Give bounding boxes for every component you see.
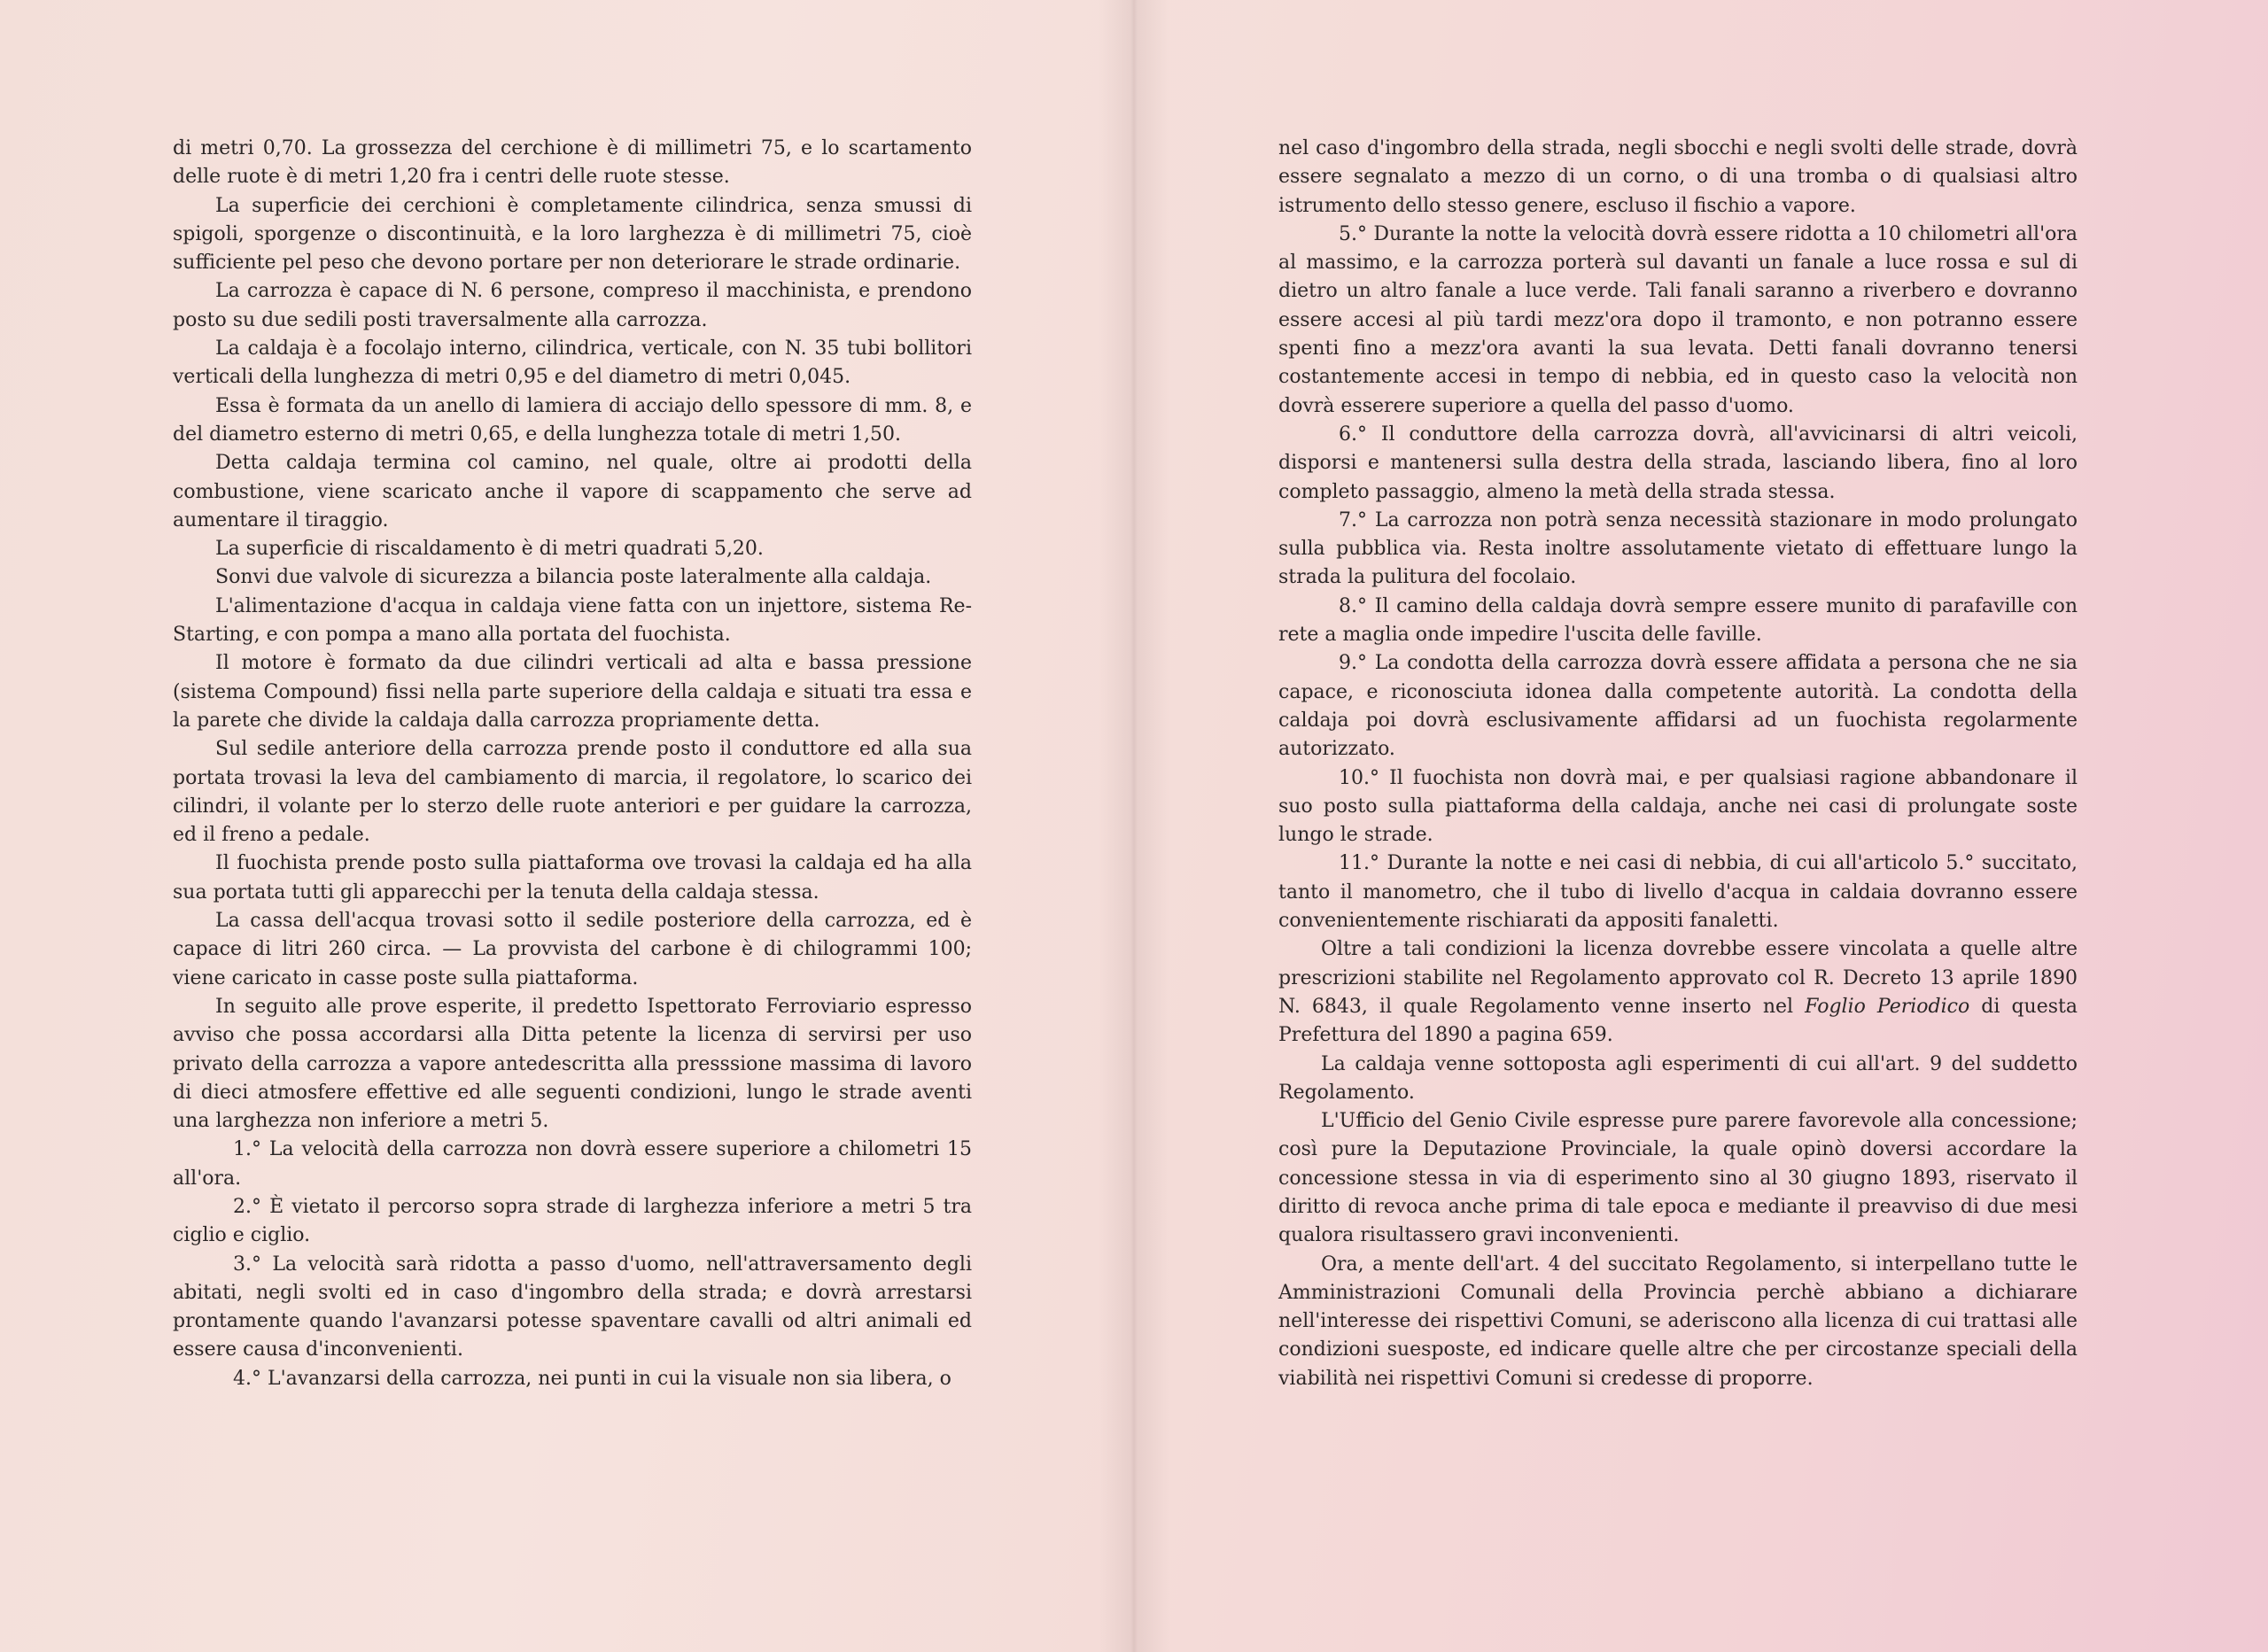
condition-8: 8.° Il camino della caldaja dovrà sempre essere munito di parafaville con rete a maglia onde impedire l'uscita delle faville. <box>1278 594 2078 647</box>
condition-11: 11.° Durante la notte e nei casi di nebbia, di cui all'articolo 5.° succitato, tanto il manometro, che il tubo di livello d'acqua in caldaia dovranno essere convenientemente rischiarati da appositi fanaletti. <box>1278 852 2078 933</box>
paragraph-boiler-tests: La caldaja venne sottoposta agli esperimenti di cui all'art. 9 del suddetto Regolamento. <box>1278 1052 2078 1104</box>
paragraph-stoker: Il fuochista prende posto sulla piattaforma ove trovasi la caldaja ed ha alla sua portata tutti gli apparecchi per la tenuta della caldaja stessa. <box>173 852 972 904</box>
condition-4-continued: nel caso d'ingombro della strada, negli sbocchi e negli svolti delle strade, dovrà essere segnalato a mezzo di un corno, o di una tromba o di qualsiasi altro istrumento dello stesso genere, escluso il fischio a vapore. <box>1278 137 2078 217</box>
paragraph-boiler-shell: Essa è formata da un anello di lamiera di acciajo dello spessore di mm. 8, e del diametro esterno di metri 0,65, e della lunghezza totale di metri 1,50. <box>173 394 972 446</box>
right-page-text <box>1278 135 2078 1393</box>
paragraph-regulation: Oltre a tali condizioni la licenza dovrebbe essere vincolata a quelle altre prescrizioni stabilite nel Regolamento approvato col R. Decreto 13 aprile 1890 N. 6843, il quale Regolamento venne inserto nel Foglio Periodico di questa Prefettura del 1890 a pagina 659. <box>1278 938 2078 1047</box>
condition-4: 4.° L'avanzarsi della carrozza, nei punti in cui la visuale non sia libera, o <box>233 1367 951 1390</box>
paragraph-boiler: La caldaja è a focolajo interno, cilindrica, verticale, con N. 35 tubi bollitori verticali della lunghezza di metri 0,95 e del diametro di metri 0,045. <box>173 337 972 389</box>
condition-3: 3.° La velocità sarà ridotta a passo d'uomo, nell'attraversamento degli abitati, negli svolti ed in caso d'ingombro della strada; e dovrà arrestarsi prontamente quando l'avanzarsi potesse spaventare cavalli od altri animali ed essere causa d'inconvenienti. <box>173 1253 972 1361</box>
condition-9: 9.° La condotta della carrozza dovrà essere affidata a persona che ne sia capace, e riconosciuta idonea dalla competente autorità. La condotta della caldaja poi dovrà esclusivamente affidarsi ad un fuochista regolarmente autorizzato. <box>1278 652 2078 761</box>
left-page-text <box>173 135 972 1393</box>
paragraph-safety-valves: Sonvi due valvole di sicurezza a bilancia poste lateralmente alla caldaja. <box>215 566 932 589</box>
paragraph-heating-surface: La superficie di riscaldamento è di metri quadrati 5,20. <box>215 538 764 561</box>
paragraph-inspection-result: In seguito alle prove esperite, il predetto Ispettorato Ferroviario espresso avviso che possa accordarsi alla Ditta petente la licenza di servirsi per uso privato della carrozza a vapore antedescritta alla presssione massima di lavoro di dieci atmosfere effettive ed alle seguenti condizioni, lungo le strade aventi una larghezza non inferiore a metri 5. <box>173 995 972 1133</box>
paragraph-driver-seat: Sul sedile anteriore della carrozza prende posto il conduttore ed alla sua portata trovasi la leva del cambiamento di marcia, il regolatore, lo scarico dei cilindri, il volante per lo sterzo delle ruote anteriori e per guidare la carrozza, ed il freno a pedale. <box>173 738 972 847</box>
book-gutter <box>1099 0 1169 1652</box>
paragraph-wheel-dimensions: di metri 0,70. La grossezza del cerchione è di millimetri 75, e lo scartamento delle ruote è di metri 1,20 fra i centri delle ruote stesse. <box>173 137 972 189</box>
paragraph-engine: Il motore è formato da due cilindri verticali ad alta e bassa pressione (sistema Compound) fissi nella parte superiore della caldaja e situati tra essa e la parete che divide la caldaja dalla carrozza propriamente detta. <box>173 652 972 732</box>
paragraph-municipal-request: Ora, a mente dell'art. 4 del succitato Regolamento, si interpellano tutte le Amministrazioni Comunali della Provincia perchè abbiano a dichiarare nell'interesse dei rispettivi Comuni, se aderiscono alla licenza di cui trattasi alle condizioni suesposte, ed indicare quelle altre che per circostanze speciali della viabilità nei rispettivi Comuni si credesse di proporre. <box>1278 1253 2078 1390</box>
condition-5: 5.° Durante la notte la velocità dovrà essere ridotta a 10 chilometri all'ora al massimo, e la carrozza porterà sul davanti un fanale a luce rossa e sul di dietro un altro fanale a luce verde. Tali fanali saranno a riverbero e dovranno essere accesi al più tardi mezz'ora dopo il tramonto, e non potranno essere spenti fino a mezz'ora avanti la sua levata. Detti fanali dovranno tenersi costantemente accesi in tempo di nebbia, ed in questo caso la velocità non dovrà esserere superiore a quella del passo d'uomo. <box>1278 222 2078 417</box>
condition-7: 7.° La carrozza non potrà senza necessità stazionare in modo prolungato sulla pubblica via. Resta inoltre assolutamente vietato di effettuare lungo la strada la pulitura del focolaio. <box>1278 508 2078 589</box>
paragraph-chimney: Detta caldaja termina col camino, nel quale, oltre ai prodotti della combustione, viene scaricato anche il vapore di scappamento che serve ad aumentare il tiraggio. <box>173 452 972 531</box>
condition-10: 10.° Il fuochista non dovrà mai, e per qualsiasi ragione abbandonare il suo posto sulla piattaforma della caldaja, anche nei casi di prolungate soste lungo le strade. <box>1278 766 2078 847</box>
paragraph-water-tank: La cassa dell'acqua trovasi sotto il sedile posteriore della carrozza, ed è capace di litri 260 circa. — La provvista del carbone è di chilogrammi 100; viene caricato in casse poste sulla piattaforma. <box>173 910 972 989</box>
paragraph-genio-civile: L'Ufficio del Genio Civile espresse pure parere favorevole alla concessione; così pure la Deputazione Provinciale, la quale opinò doversi accordare la concessione stessa in via di esperimento sino al 30 giugno 1893, riservato il diritto di revoca anche prima di tale epoca e mediante il preavviso di due mesi qualora risultassero gravi inconvenienti. <box>1278 1110 2078 1247</box>
condition-6: 6.° Il conduttore della carrozza dovrà, all'avvicinarsi di altri veicoli, disporsi e mantenersi sulla destra della strada, lasciando libera, fino al loro completo passaggio, almeno la metà della strada stessa. <box>1278 423 2078 503</box>
condition-2: 2.° È vietato il percorso sopra strade di larghezza inferiore a metri 5 tra ciglio e ciglio. <box>173 1195 972 1247</box>
condition-1: 1.° La velocità della carrozza non dovrà essere superiore a chilometri 15 all'ora. <box>173 1138 972 1190</box>
paragraph-water-feed: L'alimentazione d'acqua in caldaja viene fatta con un injettore, sistema Re-Starting, e con pompa a mano alla portata del fuochista. <box>173 594 972 647</box>
paragraph-capacity: La carrozza è capace di N. 6 persone, compreso il macchinista, e prendono posto su due sedili posti traversalmente alla carrozza. <box>173 280 972 331</box>
paragraph-rim-surface: La superficie dei cerchioni è completamente cilindrica, senza smussi di spigoli, sporgenze o discontinuità, e la loro larghezza è di millimetri 75, cioè sufficiente pel peso che devono portare per non deteriorare le strade ordinarie. <box>173 194 972 275</box>
